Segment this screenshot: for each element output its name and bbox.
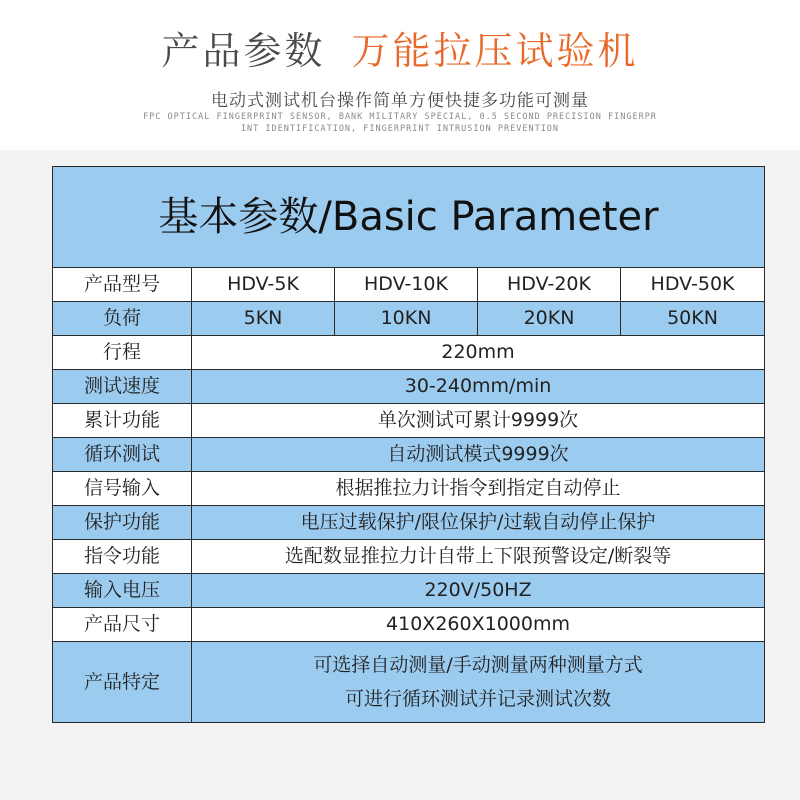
table-row [53, 574, 765, 608]
page-header [0, 0, 800, 150]
table-row [53, 370, 765, 404]
load-cell: 5KN [192, 302, 335, 336]
row-label: 信号输入 [53, 472, 192, 506]
row-value: 电压过载保护/限位保护/过载自动停止保护 [192, 506, 765, 540]
table-row [53, 438, 765, 472]
row-label: 测试速度 [53, 370, 192, 404]
row-value: 410X260X1000mm [192, 608, 765, 642]
title-accent: 万能拉压试验机 [351, 29, 639, 73]
row-label: 行程 [53, 336, 192, 370]
table-row [53, 472, 765, 506]
model-cell: HDV-10K [335, 268, 478, 302]
english-description [100, 111, 700, 135]
table-row [53, 540, 765, 574]
load-cell: 50KN [621, 302, 765, 336]
feature-line-1: 可选择自动测量/手动测量两种测量方式 [313, 654, 643, 676]
page-subtitle: 电动式测试机台操作简单方便快捷多功能可测量 [211, 91, 589, 111]
row-value: 220V/50HZ [192, 574, 765, 608]
row-label: 保护功能 [53, 506, 192, 540]
page-title [0, 20, 800, 75]
table-row-load [53, 302, 765, 336]
row-label: 产品尺寸 [53, 608, 192, 642]
model-cell: HDV-5K [192, 268, 335, 302]
row-value: 单次测试可累计9999次 [192, 404, 765, 438]
english-line-1: FPC OPTICAL FINGERPRINT SENSOR, BANK MILITARY SPECIAL, 0.5 SECOND PRECISION FINGERPR [143, 112, 657, 122]
row-label: 累计功能 [53, 404, 192, 438]
row-value: 自动测试模式9999次 [192, 438, 765, 472]
parameter-table [52, 166, 765, 723]
load-cell: 20KN [478, 302, 621, 336]
table-row [53, 506, 765, 540]
row-value: 根据推拉力计指令到指定自动停止 [192, 472, 765, 506]
table-row [53, 336, 765, 370]
row-label: 产品型号 [53, 268, 192, 302]
table-banner: 基本参数/Basic Parameter [53, 167, 765, 268]
row-value: 220mm [192, 336, 765, 370]
table-row [53, 608, 765, 642]
row-value: 30-240mm/min [192, 370, 765, 404]
load-cell: 10KN [335, 302, 478, 336]
table-row-feature [53, 642, 765, 723]
feature-value [192, 642, 765, 723]
row-label: 产品特定 [53, 642, 192, 723]
row-label: 指令功能 [53, 540, 192, 574]
model-cell: HDV-20K [478, 268, 621, 302]
title-main: 产品参数 [161, 29, 326, 73]
row-value: 选配数显推拉力计自带上下限预警设定/断裂等 [192, 540, 765, 574]
feature-line-2: 可进行循环测试并记录测试次数 [345, 688, 612, 710]
english-line-2: INT IDENTIFICATION, FINGERPRINT INTRUSION PREVENTION [240, 124, 560, 134]
table-row [53, 404, 765, 438]
table-row-model [53, 268, 765, 302]
row-label: 循环测试 [53, 438, 192, 472]
model-cell: HDV-50K [621, 268, 765, 302]
row-label: 输入电压 [53, 574, 192, 608]
row-label: 负荷 [53, 302, 192, 336]
